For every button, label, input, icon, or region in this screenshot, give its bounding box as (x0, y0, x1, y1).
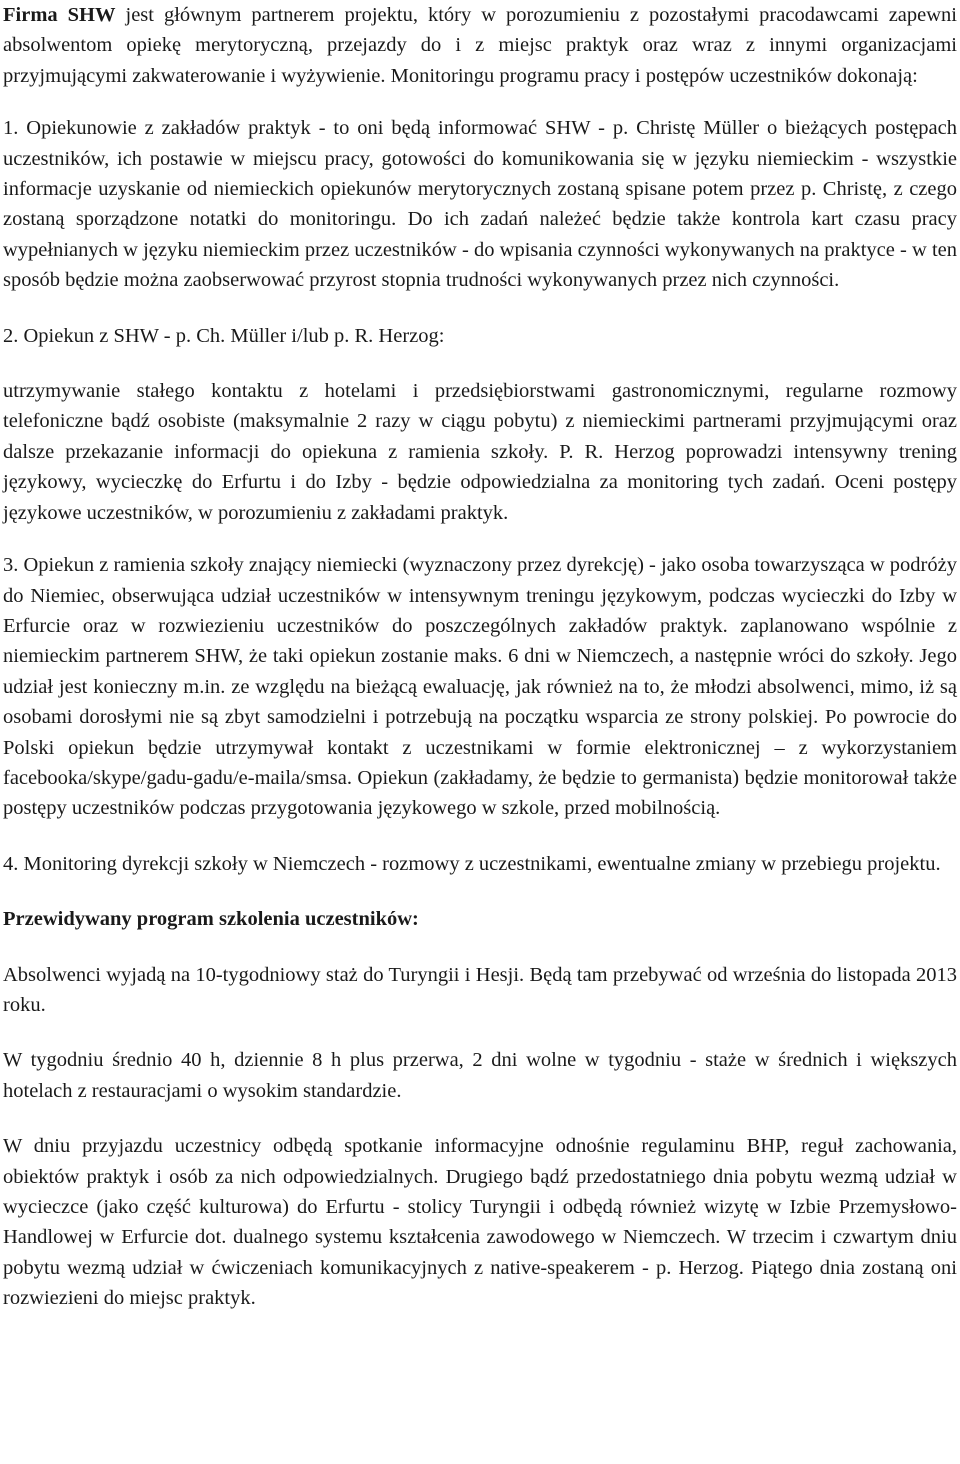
program-title: Przewidywany program szkolenia uczestników: (3, 908, 419, 931)
monitoring-item-1: 1. Opiekunowie z zakładów praktyk - to oni będą informować SHW - p. Christę Müller o bieżących postępach uczestników, ich postawie w miejscu pracy, gotowości do komunikowania się w języku niemieckim - wszystkie informacje uzyskanie od niemieckich opiekunów merytorycznych zostaną spisane potem przez p. Christę, z czego zostaną sporządzone notatki do monitoringu. Do ich zadań należeć będzie także kontrola kart czasu pracy wypełnianych w języku niemieckim przez uczestników - do wpisania czynności wykonywanych na praktyce - w ten sposób będzie można zaobserwować przyrost stopnia trudności wykonywanych przez nich czynności. (3, 117, 957, 292)
monitoring-item-3: 3. Opiekun z ramienia szkoły znający niemiecki (wyznaczony przez dyrekcję) - jako osoba towarzysząca w podróży do Niemiec, obserwująca udział uczestników w intensywnym treningu językowym, podczas wycieczki do Izby w Erfurcie oraz w rozwiezieniu uczestników do poszczególnych zakładów praktyk. zaplanowano wspólnie z niemieckim partnerem SHW, że taki opiekun zostanie maks. 6 dni w Niemczech, a następnie wróci do szkoły. Jego udział jest konieczny m.in. ze względu na bieżącą ewaluację, jak również na to, że młodzi absolwenci, mimo, iż są osobami dorosłymi nie są zbyt samodzielni i potrzebują na początku wsparcia ze strony polskiej. Po powrocie do Polski opiekun będzie utrzymywał kontakt z uczestnikami w formie elektronicznej – z wykorzystaniem facebooka/skype/gadu-gadu/e-maila/smsa. Opiekun (zakładamy, że będzie to germanista) będzie monitorował także postępy uczestników podczas przygotowania językowego w szkole, przed mobilnością. (3, 554, 957, 820)
firm-name: Firma SHW (3, 4, 116, 26)
monitoring-item-2-heading: 2. Opiekun z SHW - p. Ch. Müller i/lub p. R. Herzog: (3, 324, 445, 347)
intro-text: jest głównym partnerem projektu, który w porozumieniu z pozostałymi pracodawcami zapewni absolwentom opiekę merytoryczną, przejazdy do i z miejsc praktyk oraz wraz z innymi organizacjami przyjmującymi zakwaterowanie i wyżywienie. Monitoringu programu pracy i postępów uczestników dokonają: (3, 4, 957, 87)
monitoring-item-2-body: utrzymywanie stałego kontaktu z hotelami i przedsiębiorstwami gastronomicznymi, regularne rozmowy telefoniczne bądź osobiste (maksymalnie 2 razy w ciągu pobytu) z niemieckimi partnerami przyjmującymi oraz dalsze przekazanie informacji do opiekuna z ramienia szkoły. P. R. Herzog poprowadzi intensywny trening językowy, wycieczkę do Erfurtu i do Izby - będzie odpowiedzialna za monitoring tych zadań. Oceni postępy językowe uczestników, w porozumieniu z zakładami praktyk. (3, 380, 957, 524)
program-paragraph-2: W tygodniu średnio 40 h, dziennie 8 h plus przerwa, 2 dni wolne w tygodniu - staże w średnich i większych hotelach z restauracjami o wysokim standardzie. (3, 1049, 957, 1102)
monitoring-item-4: 4. Monitoring dyrekcji szkoły w Niemczech - rozmowy z uczestnikami, ewentualne zmiany w przebiegu projektu. (3, 852, 941, 875)
program-paragraph-1: Absolwenci wyjadą na 10-tygodniowy staż do Turyngii i Hesji. Będą tam przebywać od września do listopada 2013 roku. (3, 963, 957, 1016)
intro-paragraph (3, 0, 957, 91)
program-paragraph-3: W dniu przyjazdu uczestnicy odbędą spotkanie informacyjne odnośnie regulaminu BHP, reguł zachowania, obiektów praktyk i osób za nich odpowiedzialnych. Drugiego bądź przedostatniego dnia pobytu wezmą udział w wycieczce (jako część kulturowa) do Erfurtu - stolicy Turyngii i odbędą również wizytę w Izbie Przemysłowo-Handlowej w Erfurcie dot. dualnego systemu kształcenia zawodowego w Niemczech. W trzecim i czwartym dniu pobytu wezmą udział w ćwiczeniach komunikacyjnych z native-speakerem - p. Herzog. Piątego dnia zostaną oni rozwiezieni do miejsc praktyk. (3, 1135, 957, 1310)
